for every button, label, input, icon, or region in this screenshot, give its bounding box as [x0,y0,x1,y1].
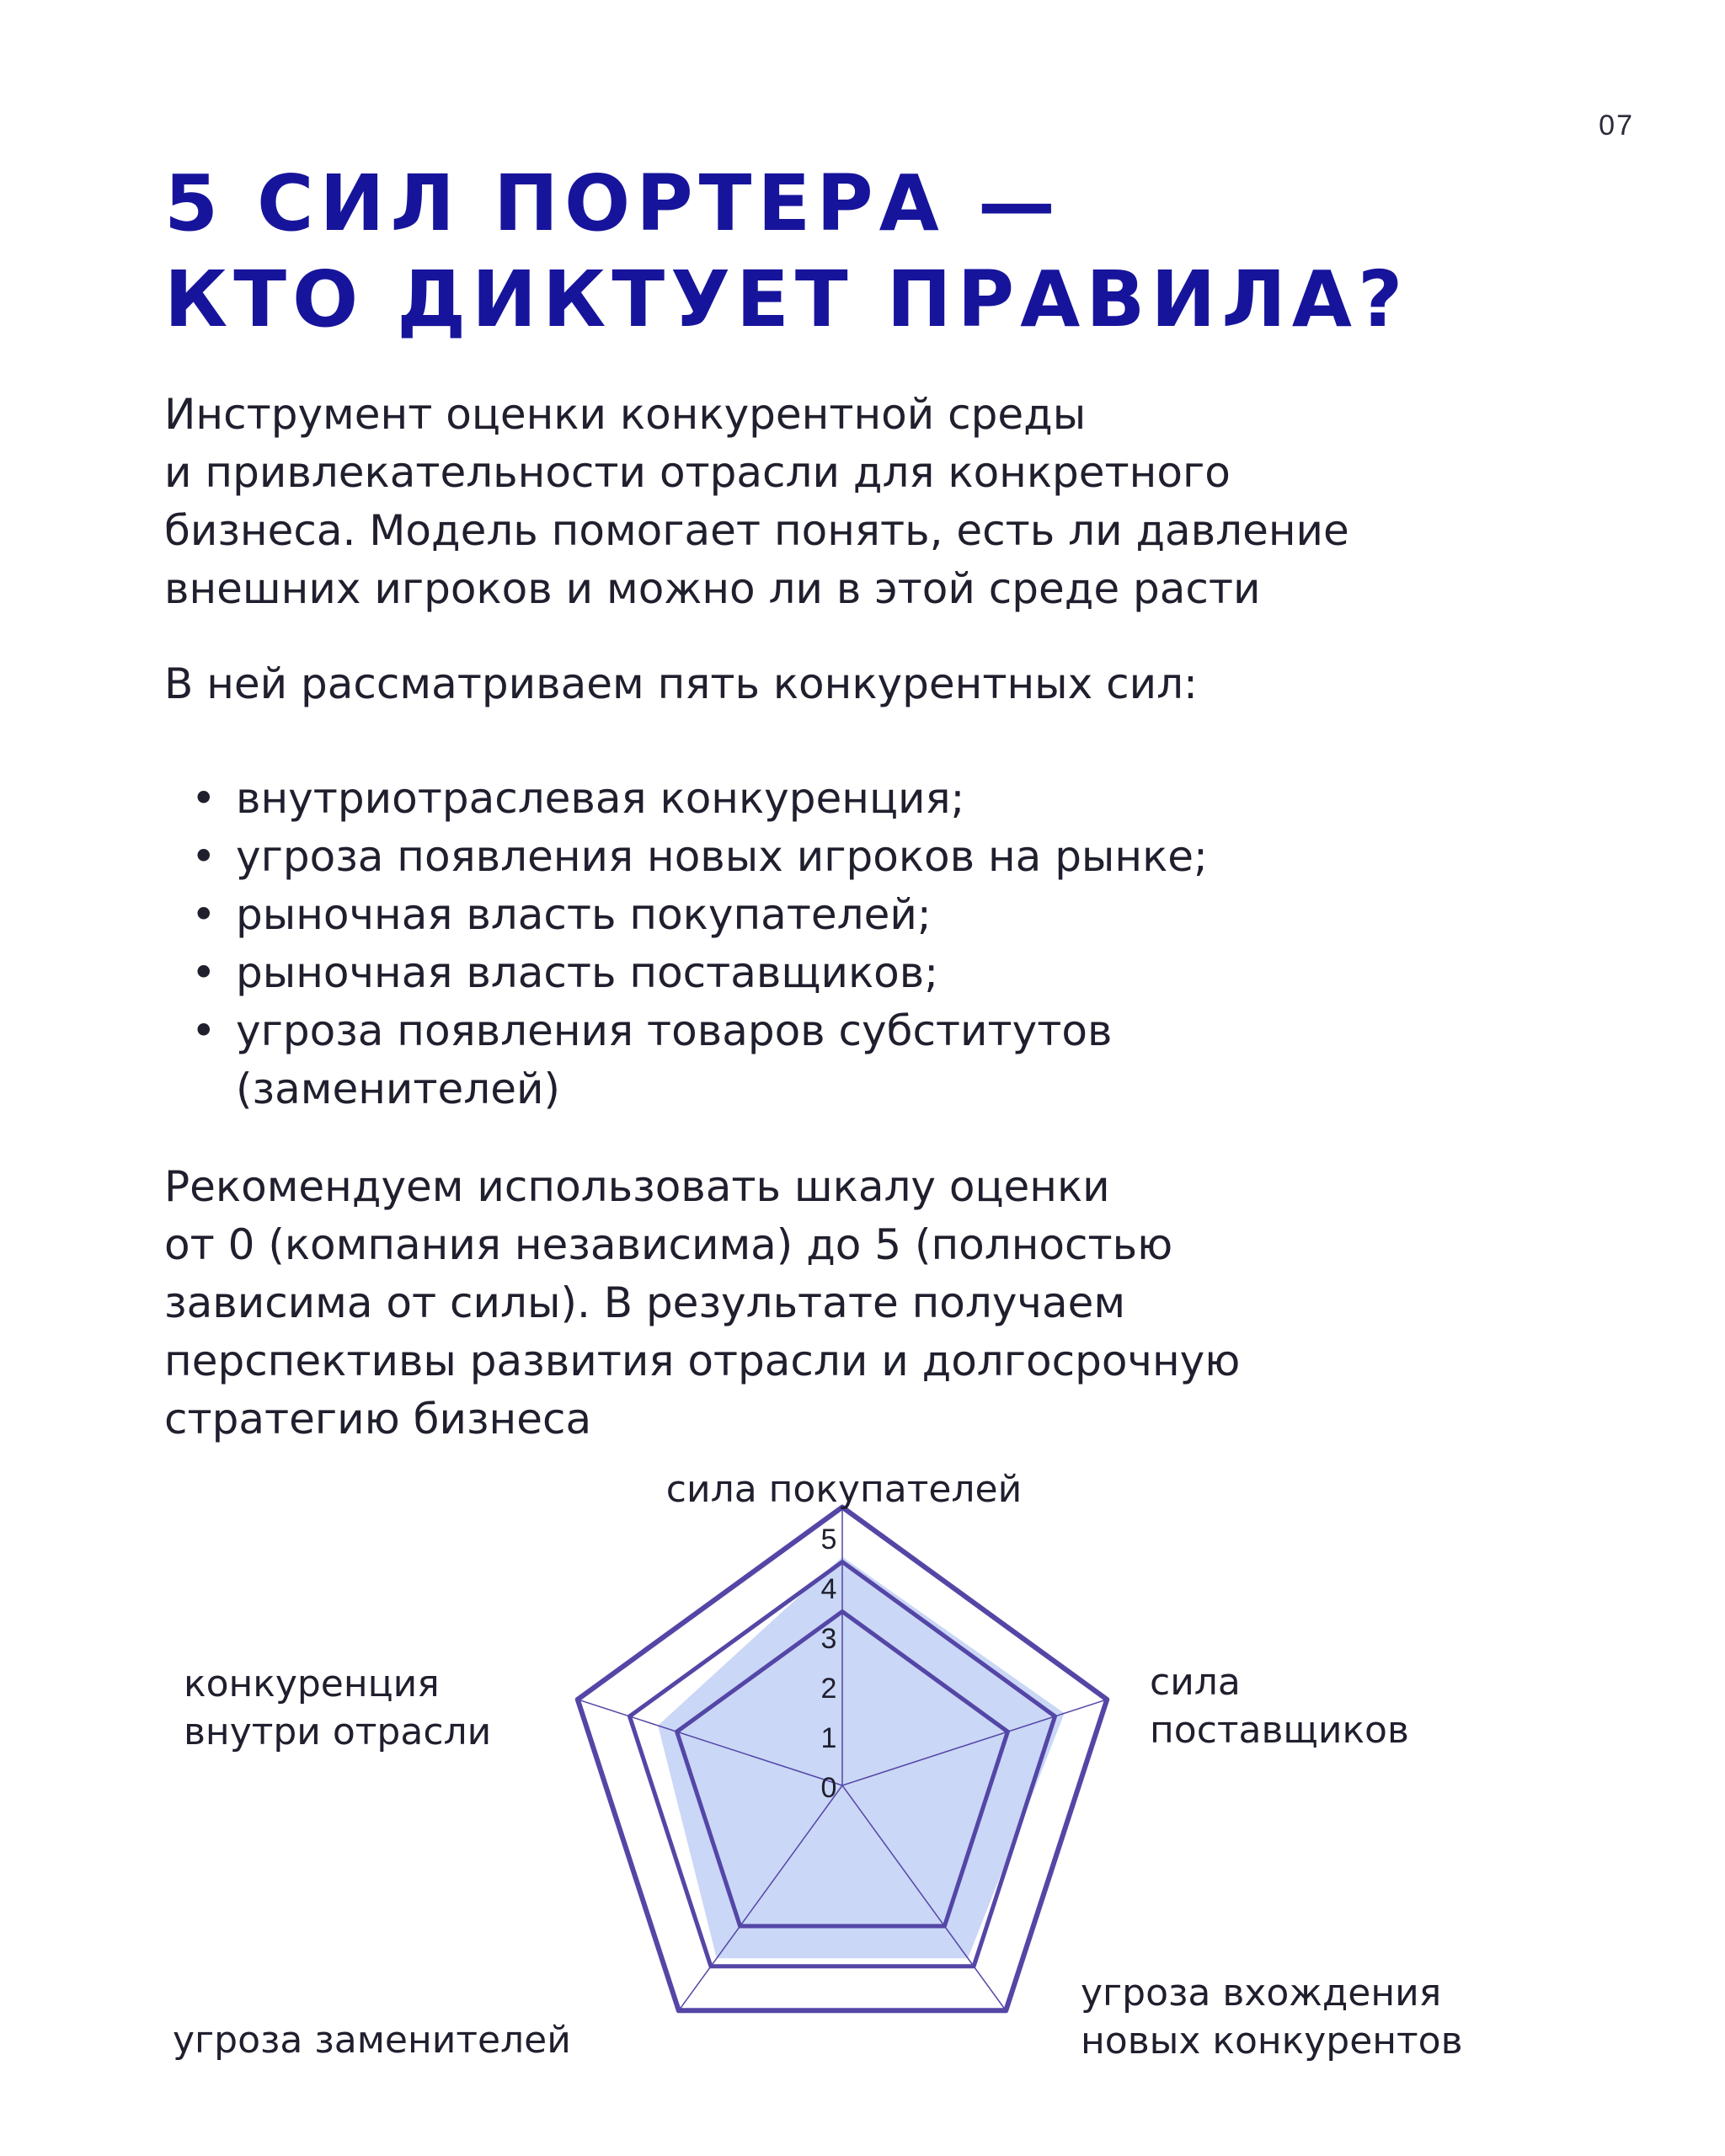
page-title [164,156,1408,348]
forces-lead: В ней рассматриваем пять конкурентных сил: [164,659,1198,708]
title-line: 5 СИЛ ПОРТЕРА — [164,158,1061,248]
intro-line: бизнеса. Модель помогает понять, есть ли давление [164,506,1349,555]
list-item-text: • рыночная власть покупателей; [236,890,932,939]
axis-label: угроза вхождения [1081,1972,1442,2015]
tick-label: 0 [820,1772,837,1804]
axis-label: новых конкурентов [1081,2020,1463,2063]
axis-label: конкуренция [184,1662,440,1705]
scale-note-line: перспективы развития отрасли и долгосрочную [164,1337,1241,1385]
data-area [658,1557,1065,1959]
axis-label: сила [1150,1661,1241,1704]
intro-paragraph [164,386,1596,618]
tick-label: 1 [820,1722,837,1754]
page-number: 07 [1599,109,1634,141]
list-item [164,1002,1208,1118]
list-item [164,886,1208,944]
list-item [164,770,1208,828]
scale-note [164,1158,1240,1449]
list-item-text: (заменителей) [236,1065,561,1113]
axis-label: угроза заменителей [173,2019,571,2062]
scale-note-line: стратегию бизнеса [164,1395,592,1444]
intro-line: Инструмент оценки конкурентной среды [164,390,1087,439]
list-item [164,944,1208,1002]
list-item-text: • внутриотраслевая конкуренция; [236,774,965,823]
axis-label: внутри отрасли [184,1710,492,1753]
radar-chart [0,1432,1725,2148]
list-item [164,828,1208,886]
list-item-text: • угроза появления новых игроков на рынке; [236,832,1208,881]
axis-label: поставщиков [1150,1709,1409,1752]
axis-label: сила покупателей [665,1468,1023,1511]
title-line: КТО ДИКТУЕТ ПРАВИЛА? [164,254,1409,344]
tick-label: 2 [820,1673,837,1705]
intro-line: внешних игроков и можно ли в этой среде расти [164,564,1261,613]
scale-note-line: от 0 (компания независима) до 5 (полностью [164,1220,1173,1269]
scale-note-line: зависима от силы). В результате получаем [164,1278,1126,1327]
tick-label: 3 [820,1623,837,1655]
scale-note-line: Рекомендуем использовать шкалу оценки [164,1162,1110,1211]
tick-label: 4 [820,1573,837,1605]
intro-line: и привлекательности отрасли для конкретного [164,448,1231,497]
tick-label: 5 [820,1524,837,1556]
list-item-text: • рыночная власть поставщиков; [236,948,939,997]
list-item-text: • угроза появления товаров субститутов [236,1006,1113,1055]
forces-list [164,770,1208,1118]
